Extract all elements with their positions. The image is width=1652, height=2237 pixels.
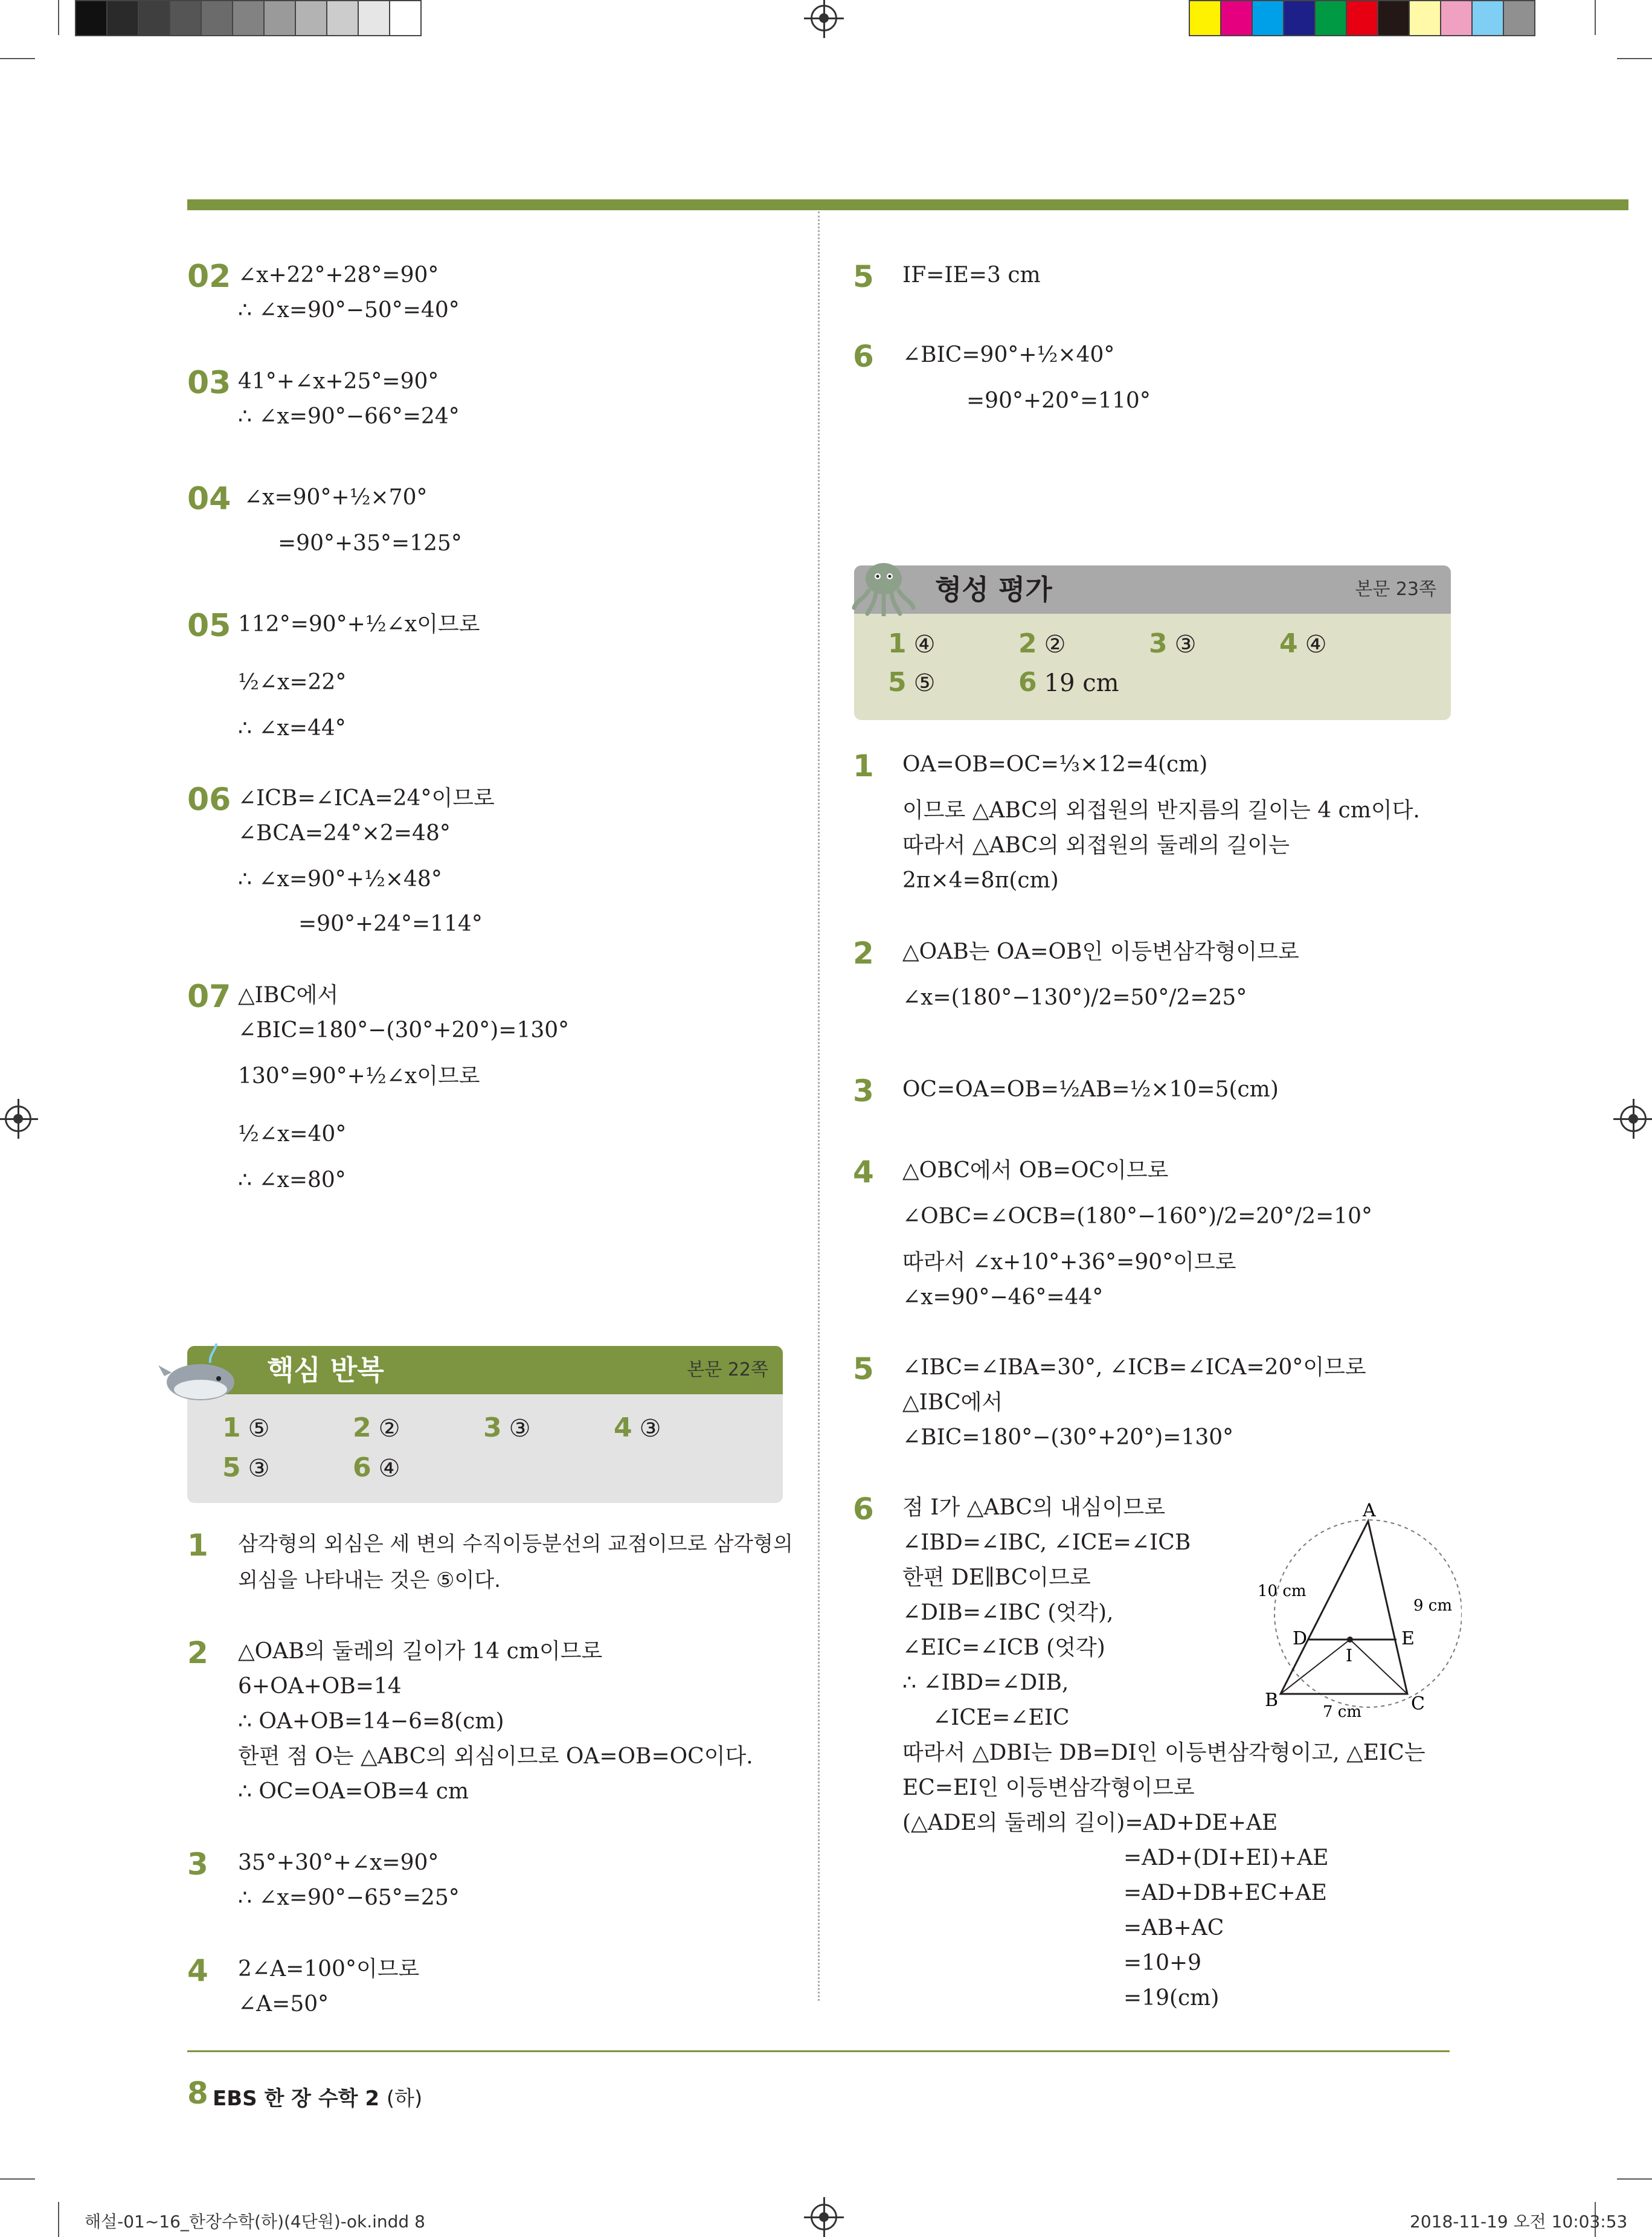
solution-line: ∴ OC=OA=OB=4 cm xyxy=(238,1779,469,1804)
crop-mark xyxy=(58,0,59,35)
color-swatch xyxy=(1220,0,1253,36)
color-swatch xyxy=(1377,0,1410,36)
color-swatch xyxy=(232,0,265,36)
answer-item: 3 ③ xyxy=(483,1412,531,1443)
solution-line: =AB+AC xyxy=(1123,1916,1224,1940)
solution-line: ∠IBD=∠IBC, ∠ICE=∠ICB xyxy=(902,1530,1191,1555)
solution-line: ∠x+22°+28°=90° xyxy=(238,263,439,288)
color-swatch xyxy=(1252,0,1284,36)
solution-line: ∴ ∠x=90°−65°=25° xyxy=(238,1885,460,1910)
octopus-icon xyxy=(850,558,917,616)
solution-line: 6+OA+OB=14 xyxy=(238,1674,402,1699)
label-a: A xyxy=(1363,1500,1376,1521)
solution-line: 외심을 나타내는 것은 ⑤이다. xyxy=(238,1568,501,1592)
page-number: 8 xyxy=(187,2076,208,2111)
solution-line: 점 I가 △ABC의 내심이므로 xyxy=(902,1495,1166,1520)
registration-mark-top xyxy=(811,5,837,31)
print-date: 2018-11-19 오전 10:03:53 xyxy=(1410,2212,1628,2232)
whale-icon xyxy=(158,1341,243,1408)
color-swatch xyxy=(106,0,139,36)
color-swatch xyxy=(295,0,327,36)
color-swatch xyxy=(1314,0,1347,36)
solution-line: ∴ ∠x=44° xyxy=(238,716,346,741)
solution-line: ∠OBC=∠OCB=(180°−160°)/2=20°/2=10° xyxy=(902,1204,1373,1229)
solution-line: △OAB의 둘레의 길이가 14 cm이므로 xyxy=(238,1639,603,1664)
color-swatch xyxy=(1283,0,1316,36)
solution-number: 1 xyxy=(187,1528,208,1563)
solution-line: △IBC에서 xyxy=(902,1390,1003,1415)
answer-item: 2 ② xyxy=(353,1412,400,1443)
solution-line: 130°=90°+½∠x이므로 xyxy=(238,1064,480,1089)
crop-mark xyxy=(1617,2178,1652,2180)
color-swatch xyxy=(1409,0,1441,36)
color-swatch xyxy=(1503,0,1535,36)
answer-item: 1 ⑤ xyxy=(222,1412,270,1443)
solution-line: ∠ICE=∠EIC xyxy=(933,1705,1070,1730)
problem-number: 02 xyxy=(187,259,231,295)
solution-line: 한편 점 O는 △ABC의 외심이므로 OA=OB=OC이다. xyxy=(238,1744,753,1769)
solution-line: 2∠A=100°이므로 xyxy=(238,1957,420,1981)
solution-line: ∠IBC=∠IBA=30°, ∠ICB=∠ICA=20°이므로 xyxy=(902,1355,1366,1380)
solution-line: 이므로 △ABC의 외접원의 반지름의 길이는 4 cm이다. xyxy=(902,798,1420,823)
solution-line: 따라서 △DBI는 DB=DI인 이등변삼각형이고, △EIC는 xyxy=(902,1740,1425,1765)
label-bc-length: 7 cm xyxy=(1323,1703,1362,1719)
label-ab-length: 10 cm xyxy=(1258,1582,1306,1600)
solution-line: △OAB는 OA=OB인 이등변삼각형이므로 xyxy=(902,939,1299,964)
answer-item: 5 ③ xyxy=(222,1452,270,1483)
solution-number: 5 xyxy=(853,1351,874,1386)
solution-line: IF=IE=3 cm xyxy=(902,263,1041,288)
problem-number: 07 xyxy=(187,979,231,1015)
solution-line: =90°+24°=114° xyxy=(298,912,483,936)
solution-line: OA=OB=OC=⅓×12=4(cm) xyxy=(902,752,1208,777)
formative-eval-page-ref: 본문 23쪽 xyxy=(1355,579,1436,600)
solution-line: ∠ICB=∠ICA=24°이므로 xyxy=(238,786,495,811)
solution-line: ∴ ∠x=90°+½×48° xyxy=(238,867,442,892)
answer-item: 3 ③ xyxy=(1149,628,1197,659)
solution-line: 한편 DE∥BC이므로 xyxy=(902,1565,1091,1590)
solution-line: ∴ ∠x=80° xyxy=(238,1168,346,1193)
solution-number: 5 xyxy=(853,259,874,294)
book-title: EBS 한 장 수학 2 (하) xyxy=(213,2087,423,2111)
crop-mark xyxy=(0,2178,35,2180)
solution-line: 35°+30°+∠x=90° xyxy=(238,1850,439,1875)
label-ac-length: 9 cm xyxy=(1413,1597,1453,1615)
solution-number: 2 xyxy=(187,1635,208,1670)
color-swatch xyxy=(1471,0,1504,36)
solution-line: 2π×4=8π(cm) xyxy=(902,868,1059,893)
solution-number: 2 xyxy=(853,936,874,971)
solution-line: =90°+20°=110° xyxy=(966,388,1151,413)
solution-line: ½∠x=22° xyxy=(238,670,347,695)
point-i xyxy=(1347,1637,1353,1643)
registration-mark-left xyxy=(5,1106,31,1132)
core-review-title: 핵심 반복 xyxy=(267,1354,384,1386)
segment-ci xyxy=(1350,1640,1407,1694)
registration-mark-bottom xyxy=(811,2204,837,2230)
color-swatch xyxy=(201,0,233,36)
solution-number: 3 xyxy=(853,1073,874,1109)
solution-line: ∠x=(180°−130°)/2=50°/2=25° xyxy=(902,985,1247,1010)
crop-mark xyxy=(1617,58,1652,59)
problem-number: 03 xyxy=(187,365,231,401)
formative-eval-title: 형성 평가 xyxy=(935,573,1052,606)
incenter-triangle-figure xyxy=(1232,1490,1462,1719)
solution-line: ∴ ∠x=90°−66°=24° xyxy=(238,404,460,429)
solution-number: 4 xyxy=(853,1154,874,1189)
label-b: B xyxy=(1265,1690,1279,1711)
solution-number: 4 xyxy=(187,1953,208,1988)
solution-line: 41°+∠x+25°=90° xyxy=(238,369,439,394)
solution-number: 1 xyxy=(853,748,874,784)
color-swatch xyxy=(75,0,108,36)
solution-line: ∠x=90°−46°=44° xyxy=(902,1285,1104,1310)
color-swatch xyxy=(326,0,359,36)
solution-number: 3 xyxy=(187,1847,208,1882)
solution-line: 따라서 ∠x+10°+36°=90°이므로 xyxy=(902,1250,1236,1275)
color-swatch xyxy=(358,0,390,36)
solution-line: ∴ OA+OB=14−6=8(cm) xyxy=(238,1709,504,1734)
solution-number: 6 xyxy=(853,339,874,374)
solution-line: =19(cm) xyxy=(1123,1986,1220,2010)
core-review-box xyxy=(187,1346,783,1503)
solution-line: ∠EIC=∠ICB (엇각) xyxy=(902,1635,1105,1660)
color-swatch xyxy=(1346,0,1378,36)
solution-line: (△ADE의 둘레의 길이)=AD+DE+AE xyxy=(902,1811,1278,1835)
color-swatch xyxy=(1440,0,1473,36)
triangle-abc xyxy=(1281,1521,1407,1694)
solution-line: △IBC에서 xyxy=(238,983,339,1008)
color-swatch xyxy=(138,0,170,36)
solution-line: △OBC에서 OB=OC이므로 xyxy=(902,1158,1169,1183)
solution-line: ∠BIC=180°−(30°+20°)=130° xyxy=(902,1425,1234,1450)
answer-item: 2 ② xyxy=(1018,628,1066,659)
registration-mark-right xyxy=(1620,1106,1647,1132)
problem-number: 06 xyxy=(187,782,231,818)
solution-line: EC=EI인 이등변삼각형이므로 xyxy=(902,1775,1195,1800)
problem-number: 04 xyxy=(187,481,231,517)
solution-line: ∠BIC=90°+½×40° xyxy=(902,343,1115,367)
problem-number: 05 xyxy=(187,608,231,644)
solution-line: ∠DIB=∠IBC (엇각), xyxy=(902,1600,1114,1625)
solution-line: 따라서 △ABC의 외접원의 둘레의 길이는 xyxy=(902,833,1290,858)
answer-item: 1 ④ xyxy=(888,628,936,659)
solution-line: ∠BCA=24°×2=48° xyxy=(238,821,451,846)
solution-line: 삼각형의 외심은 세 변의 수직이등분선의 교점이므로 삼각형의 xyxy=(238,1532,793,1556)
crop-mark xyxy=(1595,0,1596,35)
solution-line: =AD+(DI+EI)+AE xyxy=(1123,1846,1329,1870)
solution-line: 112°=90°+½∠x이므로 xyxy=(238,612,480,637)
column-divider xyxy=(818,211,820,2001)
core-review-page-ref: 본문 22쪽 xyxy=(687,1359,768,1380)
solution-line: =AD+DB+EC+AE xyxy=(1123,1881,1327,1905)
formative-eval-box xyxy=(854,565,1451,720)
color-swatch xyxy=(263,0,296,36)
solution-number: 6 xyxy=(853,1492,874,1527)
solution-line: ∠BIC=180°−(30°+20°)=130° xyxy=(238,1018,570,1043)
answer-item: 4 ③ xyxy=(614,1412,661,1443)
solution-line: =10+9 xyxy=(1123,1951,1202,1975)
crop-mark xyxy=(58,2202,59,2237)
solution-line: =90°+35°=125° xyxy=(278,531,462,556)
color-swatch xyxy=(169,0,202,36)
label-d: D xyxy=(1293,1628,1308,1649)
color-swatch xyxy=(389,0,422,36)
solution-line: ∠A=50° xyxy=(238,1992,329,2017)
label-e: E xyxy=(1401,1628,1415,1649)
header-band xyxy=(187,199,1628,210)
solution-line: ∴ ∠x=90°−50°=40° xyxy=(238,298,460,323)
solution-line: ∴ ∠IBD=∠DIB, xyxy=(902,1670,1069,1695)
file-name: 해설-01~16_한장수학(하)(4단원)-ok.indd 8 xyxy=(85,2212,425,2232)
segment-bi xyxy=(1281,1640,1353,1694)
label-c: C xyxy=(1411,1693,1425,1714)
solution-line: ½∠x=40° xyxy=(238,1122,347,1147)
solution-line: OC=OA=OB=½AB=½×10=5(cm) xyxy=(902,1077,1279,1102)
answer-item: 6 19 cm xyxy=(1018,667,1119,698)
footer-rule xyxy=(187,2050,1450,2052)
solution-line: ∠x=90°+½×70° xyxy=(244,485,428,510)
label-i: I xyxy=(1346,1646,1353,1666)
answer-item: 5 ⑤ xyxy=(888,667,936,698)
answer-item: 6 ④ xyxy=(353,1452,400,1483)
crop-mark xyxy=(0,58,35,59)
answer-item: 4 ④ xyxy=(1279,628,1327,659)
color-swatch xyxy=(1189,0,1221,36)
